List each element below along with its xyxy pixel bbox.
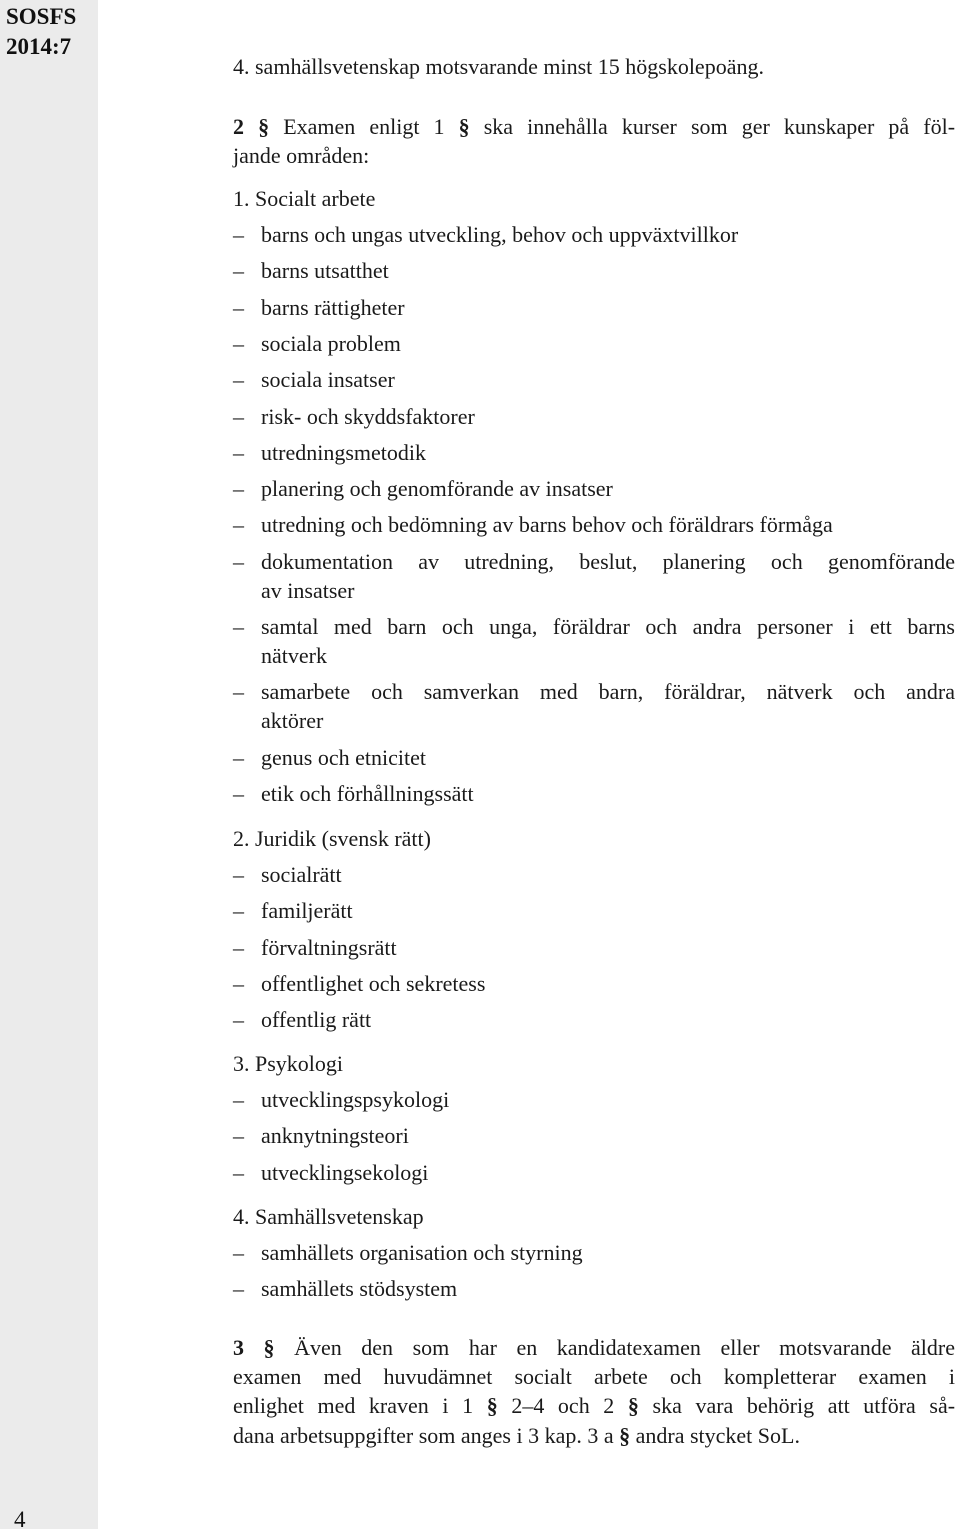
paragraph-text: Även den som har en kandidatexamen eller motsvarande äldre xyxy=(294,1335,956,1360)
dash-bullet: – xyxy=(233,258,244,284)
paragraph-3-line-4 xyxy=(233,1421,800,1451)
dash-bullet: – xyxy=(233,403,244,429)
section-heading: 3. Psykologi xyxy=(233,1051,344,1076)
section-symbol: § xyxy=(619,1423,631,1448)
list-item-text: samhällets stödsystem xyxy=(261,1276,458,1302)
dash-bullet: – xyxy=(233,679,244,705)
paragraph-text: dana arbetsuppgifter som anges i 3 kap. 3 a xyxy=(233,1423,614,1448)
list-item-text: sociala insatser xyxy=(261,367,395,393)
paragraph-number: 3 xyxy=(233,1335,244,1360)
list-item-text: barns utsatthet xyxy=(261,258,389,284)
list-item-text: nätverk xyxy=(261,643,327,668)
list-item-text: dokumentation av utredning, beslut, planering och genomförande xyxy=(261,548,955,574)
list-item-text: utvecklingsekologi xyxy=(261,1159,429,1185)
paragraph-text: ska innehålla kurser som ger kunskaper på föl- xyxy=(483,114,956,139)
dash-bullet: – xyxy=(233,898,244,924)
list-item-text: offentlighet och sekretess xyxy=(261,970,486,996)
dash-bullet: – xyxy=(233,476,244,502)
dash-bullet: – xyxy=(233,1123,244,1149)
paragraph-text: ska vara behörig att utföra så- xyxy=(652,1393,956,1418)
list-item-text: anknytningsteori xyxy=(261,1123,409,1149)
section-symbol: § xyxy=(258,114,270,139)
list-item-text: utredning och bedömning av barns behov och föräldrars förmåga xyxy=(261,512,833,538)
dash-bullet: – xyxy=(233,1159,244,1185)
paragraph-number: 2 xyxy=(233,114,244,139)
series-number: 2014:7 xyxy=(6,34,72,59)
section-heading: 2. Juridik (svensk rätt) xyxy=(233,826,431,851)
dash-bullet: – xyxy=(233,367,244,393)
list-item-text: familjerätt xyxy=(261,898,353,924)
dash-bullet: – xyxy=(233,1007,244,1033)
dash-bullet: – xyxy=(233,780,244,806)
list-item-text: aktörer xyxy=(261,708,324,734)
dash-bullet: – xyxy=(233,934,244,960)
dash-bullet: – xyxy=(233,1240,244,1265)
list-item-text: förvaltningsrätt xyxy=(261,934,397,960)
paragraph-text: Examen enligt 1 xyxy=(283,114,445,139)
dash-bullet: – xyxy=(233,614,244,639)
paragraph-2-line-1 xyxy=(233,112,955,142)
list-item-text: barns och ungas utveckling, behov och uppväxtvillkor xyxy=(261,222,739,247)
dash-bullet: – xyxy=(233,1276,244,1302)
series-name: SOSFS xyxy=(6,4,77,29)
section-symbol: § xyxy=(263,1335,275,1360)
list-item-text: barns rättigheter xyxy=(261,294,405,320)
paragraph-text: 2–4 och 2 xyxy=(511,1393,615,1418)
list-item-text: planering och genomförande av insatser xyxy=(261,476,613,502)
list-item-text: sociala problem xyxy=(261,330,401,356)
page-number: 4 xyxy=(14,1507,26,1532)
section-symbol: § xyxy=(458,114,470,139)
section-symbol: § xyxy=(627,1393,639,1418)
list-item-text: samtal med barn och unga, föräldrar och andra personer i ett barns xyxy=(261,614,955,639)
intro-list-item: 4. samhällsvetenskap motsvarande minst 15 högskolepoäng. xyxy=(233,54,764,79)
dash-bullet: – xyxy=(233,970,244,996)
dash-bullet: – xyxy=(233,744,244,770)
paragraph-3-line-3 xyxy=(233,1391,955,1421)
dash-bullet: – xyxy=(233,862,244,887)
list-item-text: samhällets organisation och styrning xyxy=(261,1240,583,1265)
dash-bullet: – xyxy=(233,222,244,247)
section-heading: 4. Samhällsvetenskap xyxy=(233,1204,424,1229)
list-item-text: samarbete och samverkan med barn, föräldrar, nätverk och andra xyxy=(261,679,955,705)
list-item-text: risk- och skyddsfaktorer xyxy=(261,403,475,429)
document-series-label xyxy=(6,2,96,62)
dash-bullet: – xyxy=(233,294,244,320)
paragraph-2-line-2: jande områden: xyxy=(233,143,370,168)
list-item-text: offentlig rätt xyxy=(261,1007,372,1033)
paragraph-text: andra stycket SoL. xyxy=(635,1423,800,1448)
list-item-text: genus och etnicitet xyxy=(261,744,426,770)
list-item-text: utredningsmetodik xyxy=(261,439,426,465)
dash-bullet: – xyxy=(233,512,244,538)
paragraph-3-line-2: examen med huvudämnet socialt arbete och kompletterar examen i xyxy=(233,1364,955,1389)
paragraph-text: enlighet med kraven i 1 xyxy=(233,1393,474,1418)
margin-sidebar xyxy=(0,0,98,1532)
dash-bullet: – xyxy=(233,1087,244,1112)
list-item-text: etik och förhållningssätt xyxy=(261,780,474,806)
section-symbol: § xyxy=(486,1393,498,1418)
dash-bullet: – xyxy=(233,548,244,574)
list-item-text: av insatser xyxy=(261,577,355,603)
list-item-text: utvecklingspsykologi xyxy=(261,1087,450,1112)
section-heading: 1. Socialt arbete xyxy=(233,186,376,211)
dash-bullet: – xyxy=(233,330,244,356)
dash-bullet: – xyxy=(233,439,244,465)
paragraph-3-line-1 xyxy=(233,1333,955,1363)
list-item-text: socialrätt xyxy=(261,862,342,887)
